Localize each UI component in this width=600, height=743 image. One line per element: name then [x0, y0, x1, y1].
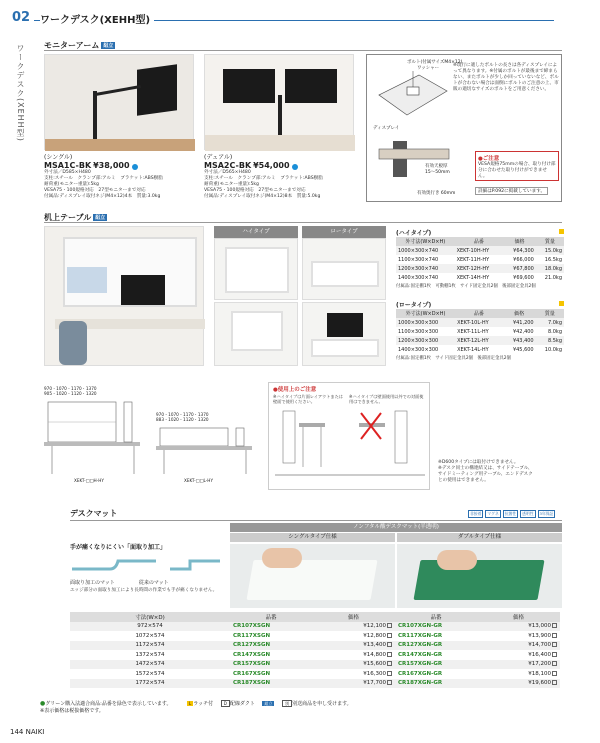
- yellow-mark-icon: [559, 301, 564, 306]
- table-row: 972×574 CR107XSGN ¥12,100 CR107XGN-GR ¥13,000: [70, 622, 560, 632]
- single-type-header: シングルタイプ仕様: [230, 533, 395, 542]
- table-row: 1000×300×300 XEKT-10L-HY ¥41,200 7.0kg: [398, 319, 562, 326]
- dual-arm-photo: [204, 54, 354, 150]
- checkbox-icon: [387, 623, 392, 628]
- dim-lo-label: 970・1070・1170・1370: [156, 412, 209, 417]
- table-row: 1472×574 CR157XSGN ¥15,600 CR157XGN-GR ¥17,200: [70, 660, 560, 670]
- yellow-mark-icon: [559, 229, 564, 234]
- chamfer-feature: [70, 542, 224, 608]
- depth-label: 有効奥行き 60mm: [417, 191, 456, 196]
- display-label: ディスプレイ: [373, 126, 400, 131]
- checkbox-icon: [552, 633, 557, 638]
- table-header: 外寸法(W×D×H) 品番 価格 質量: [396, 309, 564, 318]
- low-type-label: ロータイプ: [302, 226, 386, 238]
- high-type-note: 付属品:固定棚1枚 可動棚1枚 サイド固定金具2個 後部固定金具2個: [396, 284, 536, 289]
- thickness-label: 有効天板厚 15～50mm: [425, 164, 450, 175]
- edge-note: エッジ部分の面取り加工により長時間の作業でも手が痛くなりません。: [70, 588, 218, 593]
- feature-icon: 3年保証: [539, 511, 554, 516]
- chamfer-drawing: [70, 551, 224, 577]
- mounting-diagram: [366, 54, 562, 202]
- checkbox-icon: [387, 642, 392, 647]
- separate-ship-icon: 別: [282, 700, 292, 707]
- bolt-note: ※現行に適したボルトの長さは各ディスプレイによって異なります。※付属のボルトが最後まで締まらない、またボルトが少しか回っていないなど、ボルトが合わない場合は面倒にボルトのご注意の上、市販の適切なサイズのボルトをご用意ください。: [453, 63, 559, 92]
- mat-main-header: ノンフタル酸デスクマット(半透明): [230, 523, 562, 532]
- table-row: 1072×574 CR117XSGN ¥12,800 CR117XGN-GR ¥13,900: [70, 631, 560, 641]
- single-mat-photo: [230, 544, 395, 608]
- table-row: 1172×574 CR127XSGN ¥13,400 CR127XGN-GR ¥14,700: [70, 641, 560, 651]
- table-row: 1200×300×300 XEKT-12L-HY ¥43,400 8.5kg: [398, 337, 562, 344]
- layout-drawing: [273, 407, 427, 487]
- high-type-drawing: [44, 398, 154, 478]
- dim-hi2-label: 905・1020・1120・1320: [44, 391, 97, 396]
- feature-icon: マグネ: [487, 511, 499, 516]
- table-row: 1400×300×740 XEKT-14H-HY ¥69,600 21.0kg: [398, 274, 562, 281]
- section-divider: [44, 50, 562, 51]
- desk-mat-icons: [468, 510, 555, 518]
- green-leaf-icon: ●: [40, 700, 46, 707]
- latch-icon: L: [189, 701, 192, 706]
- checkbox-icon: [552, 671, 557, 676]
- checkbox-icon: [387, 633, 392, 638]
- chamfer-labels: 面取り加工のマット 従来のマット: [70, 580, 169, 586]
- footer-notes: ●グリーン購入法適合商品:品番を緑色で表示しています。 L ラッチ付 D 配線ダクト 組立 別 別送商品を申し受けます。 ※表示価格は税抜価格です。: [40, 700, 352, 714]
- checkbox-icon: [387, 680, 392, 685]
- dim-lo2-label: 883・1020・1120・1320: [156, 417, 209, 422]
- table-row: 1100×300×300 XEKT-11L-HY ¥42,400 8.0kg: [398, 328, 562, 335]
- single-arm-info: (シングル) MSA1C-BK ¥38,000 外寸法／D585×H480 支柱:スチール クランプ部:アルミ ブラケット:ABS樹脂 耐荷重(モニター重量):5kg VESA75・100規格対応 27型モニターまで対応 付属品:ディスプレイ取付ネジ(M4×12)4本 質量:3.0kg: [44, 154, 163, 199]
- bolt-label: ボルト(付属サイズM4×12): [407, 60, 463, 65]
- checkbox-icon: [552, 623, 557, 628]
- chamfer-title: 手が痛くなりにくい「面取り加工」: [70, 544, 167, 551]
- checkbox-icon: [387, 671, 392, 676]
- high-type-panel: [214, 226, 298, 366]
- assembly-icon: 組立: [264, 701, 273, 706]
- table-header: 外寸法(W×D×H) 品番 価格 質量: [396, 237, 564, 246]
- desk-shelf-photo: [44, 226, 204, 366]
- table-row: 1772×574 CR187XSGN ¥17,700 CR187XGN-GR ¥19,600: [70, 679, 560, 689]
- mount-caution-box: ●ご注意 VESA規格75mmの場合、取り付け部分に合わせた取り付けができません。: [475, 151, 559, 181]
- table-row: 1200×300×740 XEKT-12H-HY ¥67,800 18.0kg: [398, 265, 562, 272]
- page-reference: 詳細はP.092に掲載しています。: [475, 187, 548, 195]
- desk-shelf-title: 机上テーブル 組立: [44, 213, 106, 222]
- table-row: 1100×300×740 XEKT-11H-HY ¥66,000 16.5kg: [398, 256, 562, 263]
- table-header: 寸法(W×D) 品番 価格 品番 価格: [70, 612, 560, 622]
- display-mount-drawing: [371, 65, 451, 133]
- checkbox-icon: [552, 661, 557, 666]
- section-divider: [70, 520, 562, 521]
- double-mat-photo: [397, 544, 562, 608]
- low-type-table-block: [396, 300, 564, 362]
- feature-icon: 抗菌性: [504, 511, 517, 516]
- side-tab: ワークデスク(XEHH型): [16, 44, 25, 142]
- checkbox-icon: [552, 652, 557, 657]
- double-type-header: ダブルタイプ仕様: [397, 533, 562, 542]
- page-title: ワークデスク(XEHH型): [40, 11, 154, 26]
- table-row: 1572×574 CR167XSGN ¥16,300 CR167XGN-GR ¥18,100: [70, 669, 560, 679]
- low-type-note: 付属品:固定棚1枚 サイド固定金具2個 後部固定金具2個: [396, 356, 511, 361]
- table-row: 1000×300×740 XEKT-10H-HY ¥64,300 15.0kg: [398, 247, 562, 254]
- dimension-drawings: [44, 378, 264, 488]
- checkbox-icon: [387, 661, 392, 666]
- monitor-arm-title: モニターアーム 組立: [44, 41, 114, 50]
- high-type-title: (ハイタイプ): [396, 228, 564, 237]
- single-arm-photo: [44, 54, 194, 150]
- green-dot-icon: [132, 164, 138, 170]
- dim-hi-label: 970・1070・1170・1370: [44, 386, 97, 391]
- chapter-number: 02: [12, 10, 31, 25]
- page-footer: [10, 728, 44, 736]
- hi-model-label: XEKT-□□H-HY: [74, 478, 104, 483]
- checkbox-icon: [552, 642, 557, 647]
- checkbox-icon: [387, 652, 392, 657]
- feature-icon: 透明性: [522, 511, 534, 516]
- dual-arm-info: (デュアル) MSA2C-BK ¥54,000 外寸法／D565×H480 支柱:スチール クランプ部:アルミ ブラケット:ABS樹脂 耐荷重(モニター重量):5kg VESA75・100規格対応 27型モニターまで対応 付属品:ディスプレイ取付ネジ(M4×12)8本 質量:5.0kg: [204, 154, 323, 199]
- usage-caution-box: ●使用上のご注意 ※ハイタイプは片面レイアウトまたは壁面で使用ください。 ※ハイタイプは壁面使用以外での対面使用はできません。: [268, 382, 430, 490]
- table-row: 1372×574 CR147XSGN ¥14,800 CR147XGN-GR ¥16,400: [70, 650, 560, 660]
- section-divider: [44, 222, 562, 223]
- desk-mat-title: デスクマット: [70, 509, 118, 518]
- desk-shelf-notes: ※D600タイプには取付けできません。 ※デスク同士の構連結又は、サイドテーブル、 サイドミーティング用テーブル、エンドデスク との使用はできません。: [438, 460, 533, 483]
- feature-icon: 非接着: [470, 511, 482, 516]
- brand-name: NAIKI: [25, 728, 45, 736]
- high-type-table-block: [396, 228, 564, 290]
- checkbox-icon: [552, 680, 557, 685]
- low-type-title: (ロータイプ): [396, 300, 564, 309]
- page-number: 144: [10, 728, 24, 736]
- table-row: 1400×300×300 XEKT-14L-HY ¥45,600 10.0kg: [398, 346, 562, 353]
- lo-model-label: XEKT-□□L-HY: [184, 478, 214, 483]
- low-type-panel: [302, 226, 386, 366]
- desk-mat-table: [70, 612, 560, 688]
- low-type-drawing: [156, 424, 264, 478]
- green-dot-icon: [292, 164, 298, 170]
- high-type-label: ハイタイプ: [214, 226, 298, 238]
- washer-label: ワッシャー: [417, 66, 440, 71]
- duct-icon: D: [221, 700, 230, 707]
